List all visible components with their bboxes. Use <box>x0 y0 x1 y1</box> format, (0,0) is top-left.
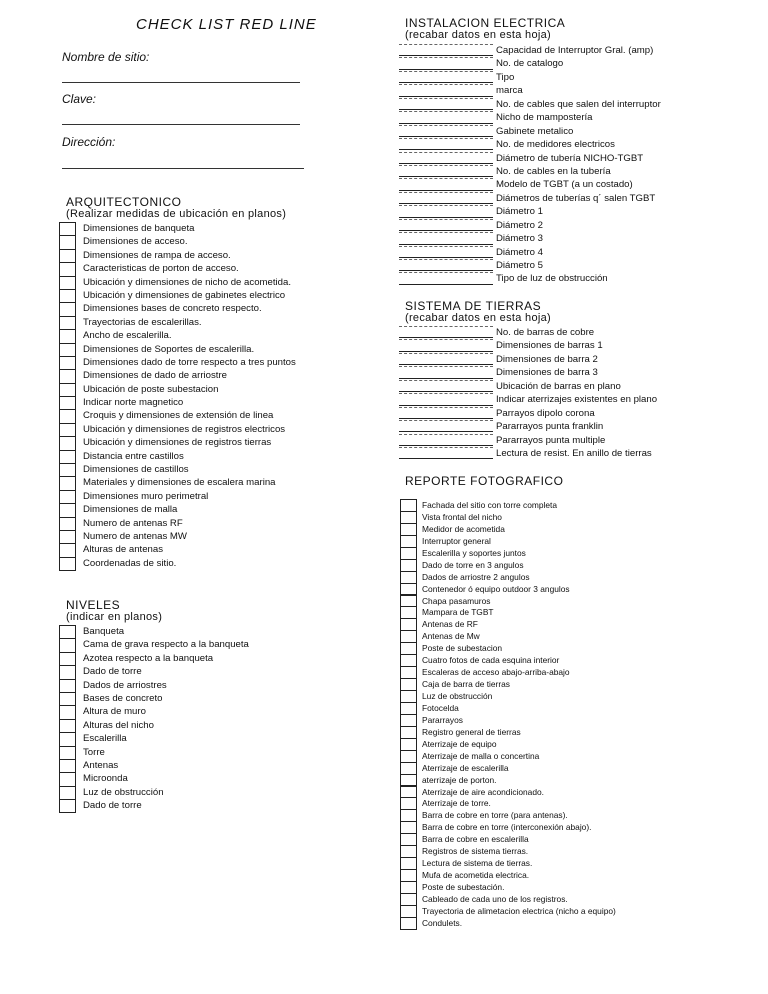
instalacion-label: Tipo <box>496 71 515 83</box>
arquitectonico-label: Dimensiones muro perimetral <box>83 490 209 502</box>
arquitectonico-checkbox[interactable] <box>59 356 76 370</box>
niveles-label: Cama de grava respecto a la banqueta <box>83 639 249 651</box>
foto-label: Fachada del sitio con torre completa <box>422 500 558 510</box>
niveles-subtitle: (indicar en planos) <box>66 611 163 623</box>
tierras-label: Dimensiones de barras 1 <box>496 340 603 352</box>
foto-label: Fotocelda <box>422 702 459 713</box>
arquitectonico-label: Dimensiones bases de concreto respecto. <box>83 303 262 315</box>
instalacion-label: Capacidad de Interruptor Gral. (amp) <box>496 45 654 56</box>
niveles-label: Alturas del nicho <box>83 719 154 731</box>
tierras-label: Indicar aterrizajes existentes en plano <box>496 394 658 406</box>
tierras-label: Dimensiones de barra 2 <box>496 353 598 365</box>
site-key-line[interactable] <box>62 124 300 125</box>
instalacion-checkbox[interactable] <box>399 205 493 217</box>
instalacion-checkbox[interactable] <box>399 84 493 96</box>
instalacion-label: No. de medidores electricos <box>496 139 615 151</box>
instalacion-checkbox[interactable] <box>399 232 493 244</box>
arquitectonico-label: Dimensiones de banqueta <box>83 223 195 234</box>
instalacion-label: marca <box>496 85 523 97</box>
address-line[interactable] <box>62 168 304 169</box>
foto-label: Antenas de RF <box>422 619 478 630</box>
niveles-title: NIVELES <box>66 598 121 612</box>
arquitectonico-label: Ancho de escalerilla. <box>83 330 172 342</box>
foto-label: Luz de obstrucción <box>422 691 493 701</box>
arquitectonico-checkbox[interactable] <box>59 235 76 249</box>
instalacion-label: Modelo de TGBT (a un costado) <box>496 179 633 191</box>
foto-label: Barra de cobre en torre (para antenas). <box>422 810 568 821</box>
foto-label: Pararrayos <box>422 714 463 725</box>
niveles-label: Dado de torre <box>83 666 142 678</box>
arquitectonico-checkbox[interactable] <box>59 329 76 343</box>
niveles-checkbox[interactable] <box>59 692 76 706</box>
tierras-checkbox[interactable] <box>399 420 493 432</box>
arquitectonico-checkbox[interactable] <box>59 302 76 316</box>
instalacion-checkbox[interactable] <box>399 178 493 190</box>
foto-label: Lectura de sistema de tierras. <box>422 858 533 869</box>
instalacion-checkbox[interactable] <box>399 71 493 83</box>
arquitectonico-label: Ubicación y dimensiones de registros tierras <box>83 437 272 449</box>
instalacion-label: Diámetro 5 <box>496 260 543 271</box>
foto-label: Dado de torre en 3 angulos <box>422 559 524 570</box>
tierras-checkbox[interactable] <box>399 380 493 392</box>
niveles-checkbox[interactable] <box>59 759 76 773</box>
niveles-checkbox[interactable] <box>59 799 76 813</box>
arquitectonico-label: Caracteristicas de porton de acceso. <box>83 263 239 275</box>
instalacion-label: Diámetro 4 <box>496 246 543 258</box>
niveles-label: Torre <box>83 746 105 758</box>
site-name-label: Nombre de sitio: <box>62 50 150 64</box>
tierras-checkbox[interactable] <box>399 339 493 351</box>
tierras-checkbox[interactable] <box>399 366 493 378</box>
instalacion-subtitle: (recabar datos en esta hoja) <box>405 29 551 41</box>
arquitectonico-subtitle: (Realizar medidas de ubicación en planos) <box>66 208 287 220</box>
tierras-checkbox[interactable] <box>399 353 493 365</box>
instalacion-checkbox[interactable] <box>399 219 493 231</box>
arquitectonico-label: Dimensiones de castillos <box>83 464 189 476</box>
niveles-checkbox[interactable] <box>59 719 76 733</box>
niveles-checkbox[interactable] <box>59 638 76 652</box>
niveles-label: Escalerilla <box>83 733 127 745</box>
niveles-label: Banqueta <box>83 626 125 637</box>
foto-label: Cuatro fotos de cada esquina interior <box>422 655 560 666</box>
niveles-checkbox[interactable] <box>59 652 76 666</box>
tierras-label: No. de barras de cobre <box>496 327 595 338</box>
niveles-label: Azotea respecto a la banqueta <box>83 652 214 664</box>
instalacion-checkbox[interactable] <box>399 259 493 271</box>
foto-label: Mufa de acometida electrica. <box>422 870 530 881</box>
instalacion-checkbox[interactable] <box>399 125 493 137</box>
arquitectonico-checkbox[interactable] <box>59 262 76 276</box>
foto-label: Poste de subestacion <box>422 643 503 654</box>
arquitectonico-checkbox[interactable] <box>59 463 76 477</box>
instalacion-label: Diámetro 2 <box>496 219 543 231</box>
instalacion-checkbox[interactable] <box>399 165 493 177</box>
niveles-label: Dado de torre <box>83 800 142 812</box>
arquitectonico-checkbox[interactable] <box>59 369 76 383</box>
arquitectonico-label: Dimensiones dado de torre respecto a tres puntos <box>83 356 296 368</box>
niveles-checkbox[interactable] <box>59 786 76 800</box>
niveles-checkbox[interactable] <box>59 625 76 639</box>
arquitectonico-checkbox[interactable] <box>59 436 76 450</box>
instalacion-label: No. de catalogo <box>496 58 564 70</box>
foto-label: Mampara de TGBT <box>422 607 494 618</box>
site-key-label: Clave: <box>62 92 97 106</box>
niveles-label: Antenas <box>83 759 119 771</box>
arquitectonico-label: Ubicación de poste subestacion <box>83 383 219 395</box>
tierras-subtitle: (recabar datos en esta hoja) <box>405 312 551 324</box>
arquitectonico-checkbox[interactable] <box>59 557 76 571</box>
foto-label: Aterrizaje de equipo <box>422 738 497 749</box>
arquitectonico-label: Ubicación y dimensiones de registros electricos <box>83 423 286 435</box>
instalacion-label: Gabinete metalico <box>496 125 574 137</box>
arquitectonico-checkbox[interactable] <box>59 423 76 437</box>
tierras-label: Parrayos dipolo corona <box>496 407 595 419</box>
arquitectonico-checkbox[interactable] <box>59 383 76 397</box>
tierras-label: Ubicación de barras en plano <box>496 380 621 392</box>
instalacion-label: Diámetro 1 <box>496 206 543 218</box>
arquitectonico-label: Dimensiones de acceso. <box>83 236 188 248</box>
tierras-checkbox[interactable] <box>399 407 493 419</box>
niveles-checkbox[interactable] <box>59 732 76 746</box>
tierras-checkbox[interactable] <box>399 326 493 338</box>
foto-label: Dados de arriostre 2 angulos <box>422 571 530 582</box>
arquitectonico-checkbox[interactable] <box>59 503 76 517</box>
foto-label: Interruptor general <box>422 535 491 546</box>
foto-label: Aterrizaje de torre. <box>422 798 491 809</box>
niveles-checkbox[interactable] <box>59 679 76 693</box>
niveles-checkbox[interactable] <box>59 665 76 679</box>
foto-label: Contenedor ó equipo outdoor 3 angulos <box>422 583 570 594</box>
niveles-label: Dados de arriostres <box>83 679 167 691</box>
foto-label: Barra de cobre en torre (interconexión abajo). <box>422 822 592 833</box>
foto-checkbox[interactable] <box>400 917 417 930</box>
instalacion-checkbox[interactable] <box>399 272 493 284</box>
arquitectonico-title: ARQUITECTONICO <box>66 195 182 209</box>
arquitectonico-label: Distancia entre castillos <box>83 450 184 462</box>
foto-label: Aterrizaje de aire acondicionado. <box>422 786 544 797</box>
foto-label: Trayectoria de alimetacion electrica (nicho a equipo) <box>422 905 616 916</box>
arquitectonico-label: Alturas de antenas <box>83 544 164 556</box>
arquitectonico-label: Dimensiones de malla <box>83 504 178 516</box>
arquitectonico-checkbox[interactable] <box>59 396 76 410</box>
instalacion-checkbox[interactable] <box>399 44 493 56</box>
niveles-checkbox[interactable] <box>59 746 76 760</box>
arquitectonico-label: Dimensiones de dado de arriostre <box>83 370 227 382</box>
instalacion-label: No. de cables en la tubería <box>496 165 611 177</box>
foto-label: Cableado de cada uno de los registros. <box>422 893 568 904</box>
tierras-label: Dimensiones de barra 3 <box>496 367 598 379</box>
instalacion-checkbox[interactable] <box>399 111 493 123</box>
tierras-checkbox[interactable] <box>399 393 493 405</box>
instalacion-label: Tipo de luz de obstrucción <box>496 273 608 285</box>
arquitectonico-checkbox[interactable] <box>59 316 76 330</box>
arquitectonico-checkbox[interactable] <box>59 517 76 531</box>
arquitectonico-label: Indicar norte magnetico <box>83 397 184 409</box>
arquitectonico-checkbox[interactable] <box>59 450 76 464</box>
arquitectonico-label: Croquis y dimensiones de extensión de linea <box>83 410 274 422</box>
arquitectonico-checkbox[interactable] <box>59 490 76 504</box>
tierras-label: Lectura de resist. En anillo de tierras <box>496 447 652 459</box>
instalacion-label: Diámetros de tuberías q´ salen TGBT <box>496 192 656 204</box>
address-label: Dirección: <box>62 135 116 149</box>
foto-title: REPORTE FOTOGRAFICO <box>405 474 564 488</box>
foto-label: Poste de subestación. <box>422 882 505 892</box>
foto-label: Registros de sistema tierras. <box>422 846 529 857</box>
arquitectonico-checkbox[interactable] <box>59 222 76 236</box>
instalacion-title: INSTALACION ELECTRICA <box>405 16 566 30</box>
niveles-checkbox[interactable] <box>59 772 76 786</box>
arquitectonico-label: Ubicación y dimensiones de nicho de acometida. <box>83 276 291 288</box>
arquitectonico-label: Dimensiones de Soportes de escalerilla. <box>83 343 255 355</box>
arquitectonico-checkbox[interactable] <box>59 476 76 490</box>
foto-label: Condulets. <box>422 917 463 928</box>
foto-label: Aterrizaje de escalerilla <box>422 762 509 773</box>
instalacion-label: Diámetro 3 <box>496 233 543 245</box>
niveles-checkbox[interactable] <box>59 705 76 719</box>
niveles-label: Bases de concreto <box>83 692 163 704</box>
foto-label: Medidor de acometida <box>422 523 505 534</box>
foto-label: Chapa pasamuros <box>422 595 491 606</box>
tierras-label: Pararrayos punta franklin <box>496 421 604 433</box>
arquitectonico-label: Numero de antenas MW <box>83 530 187 542</box>
arquitectonico-checkbox[interactable] <box>59 543 76 557</box>
foto-label: Aterrizaje de malla o concertina <box>422 750 540 761</box>
instalacion-checkbox[interactable] <box>399 57 493 69</box>
instalacion-checkbox[interactable] <box>399 138 493 150</box>
arquitectonico-checkbox[interactable] <box>59 530 76 544</box>
foto-label: Vista frontal del nicho <box>422 511 502 522</box>
arquitectonico-label: Coordenadas de sitio. <box>83 557 177 569</box>
tierras-title: SISTEMA DE TIERRAS <box>405 299 542 313</box>
instalacion-checkbox[interactable] <box>399 98 493 110</box>
foto-label: Antenas de Mw <box>422 631 480 642</box>
page-title: CHECK LIST RED LINE <box>136 16 317 33</box>
instalacion-label: Diámetro de tubería NICHO-TGBT <box>496 152 644 164</box>
instalacion-checkbox[interactable] <box>399 246 493 258</box>
arquitectonico-checkbox[interactable] <box>59 249 76 263</box>
arquitectonico-checkbox[interactable] <box>59 343 76 357</box>
niveles-label: Microonda <box>83 773 128 785</box>
foto-label: Barra de cobre en escalerilla <box>422 834 529 845</box>
tierras-checkbox[interactable] <box>399 434 493 446</box>
instalacion-label: Nicho de mampostería <box>496 112 593 124</box>
arquitectonico-label: Dimensiones de rampa de acceso. <box>83 249 231 261</box>
tierras-label: Pararrayos punta multiple <box>496 434 606 446</box>
foto-label: Caja de barra de tierras <box>422 679 510 690</box>
instalacion-checkbox[interactable] <box>399 152 493 164</box>
foto-label: Escaleras de acceso abajo-arriba-abajo <box>422 667 570 678</box>
foto-label: aterrizaje de porton. <box>422 774 497 785</box>
arquitectonico-label: Ubicación y dimensiones de gabinetes electrico <box>83 289 286 301</box>
foto-label: Escalerilla y soportes juntos <box>422 547 526 558</box>
arquitectonico-label: Trayectorias de escalerillas. <box>83 316 202 328</box>
arquitectonico-checkbox[interactable] <box>59 289 76 303</box>
arquitectonico-checkbox[interactable] <box>59 409 76 423</box>
niveles-label: Altura de muro <box>83 706 146 718</box>
niveles-label: Luz de obstrucción <box>83 786 164 798</box>
foto-label: Registro general de tierras <box>422 726 521 737</box>
arquitectonico-label: Materiales y dimensiones de escalera marina <box>83 477 276 489</box>
arquitectonico-label: Numero de antenas RF <box>83 517 183 529</box>
instalacion-checkbox[interactable] <box>399 192 493 204</box>
site-name-line[interactable] <box>62 82 300 83</box>
instalacion-label: No. de cables que salen del interruptor <box>496 98 661 110</box>
arquitectonico-checkbox[interactable] <box>59 276 76 290</box>
tierras-checkbox[interactable] <box>399 447 493 459</box>
